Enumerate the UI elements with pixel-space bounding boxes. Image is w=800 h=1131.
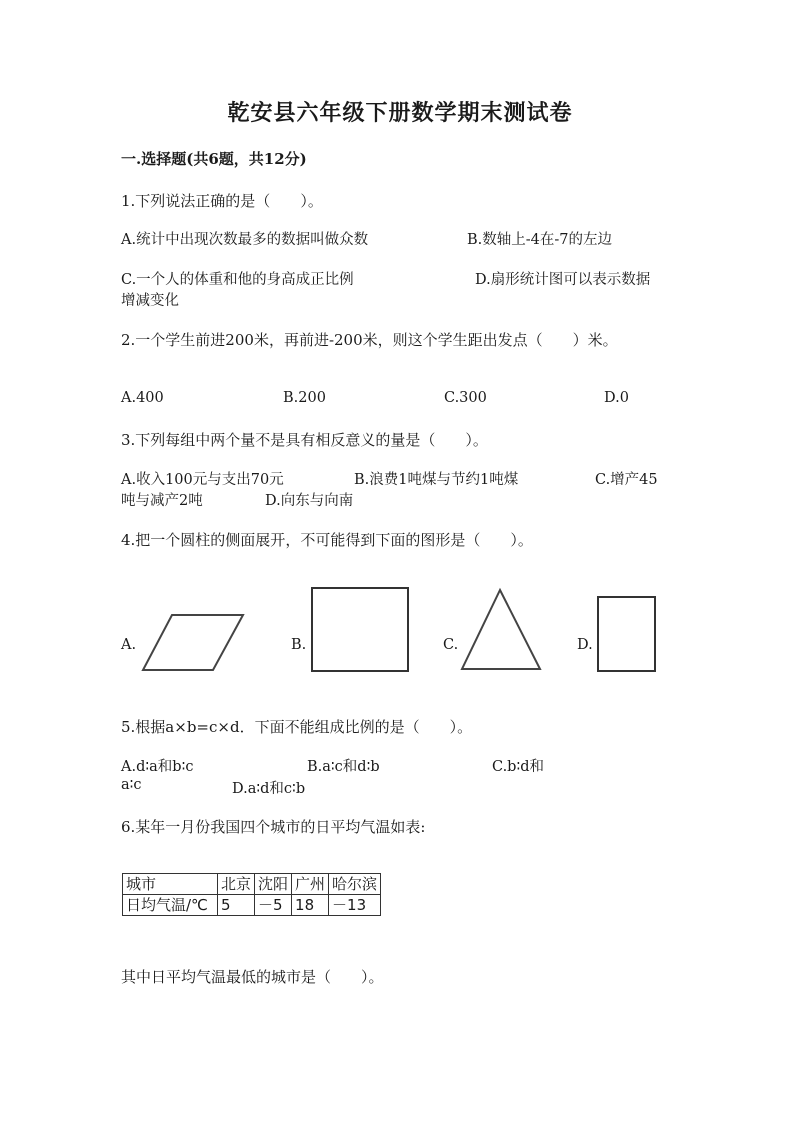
question-3-option-d: D.向东与向南 — [265, 493, 354, 509]
question-1-stem: 1.下列说法正确的是（ ）。 — [121, 192, 323, 210]
parallelogram-shape — [143, 615, 243, 670]
table-cell: 5 — [218, 895, 255, 916]
question-3-stem: 3.下列每组中两个量不是具有相反意义的量是（ ）。 — [121, 431, 488, 449]
table-cell: 北京 — [218, 874, 255, 895]
question-6-follow-up: 其中日平均气温最低的城市是（ ）。 — [121, 968, 384, 986]
question-5-option-c: C.b∶d和 — [492, 759, 545, 775]
question-2-stem: 2.一个学生前进200米，再前进-200米，则这个学生距出发点（ ）米。 — [121, 331, 618, 349]
question-2-option-c: C.300 — [444, 390, 487, 406]
question-4-option-a: A. — [121, 637, 137, 653]
table-cell: 日均气温/℃ — [123, 895, 218, 916]
question-1-option-c: C.一个人的体重和他的身高成正比例 — [121, 272, 354, 288]
question-4-option-d: D. — [577, 637, 593, 653]
question-2-option-d: D.0 — [604, 390, 629, 406]
question-5-option-a: A.d∶a和b∶c — [121, 759, 194, 775]
question-4-option-c: C. — [443, 637, 459, 653]
question-4-stem: 4.把一个圆柱的侧面展开，不可能得到下面的图形是（ ）。 — [121, 531, 533, 549]
table-header-row — [123, 874, 381, 895]
question-5-option-c-continued: a∶c — [121, 777, 142, 793]
table-cell: －13 — [329, 895, 381, 916]
table-cell: －5 — [255, 895, 292, 916]
question-4-option-b: B. — [291, 637, 307, 653]
section-heading: 一.选择题(共6题，共12分) — [121, 150, 307, 168]
question-3-option-b: B.浪费1吨煤与节约1吨煤 — [354, 472, 519, 488]
table-row — [123, 895, 381, 916]
question-1-option-d: D.扇形统计图可以表示数据 — [475, 272, 651, 288]
temperature-table — [122, 873, 381, 916]
question-3-option-c-continued: 吨与减产2吨 — [121, 493, 203, 509]
table-cell: 城市 — [123, 874, 218, 895]
question-5-option-d: D.a∶d和c∶b — [232, 781, 306, 797]
question-1-option-d-continued: 增减变化 — [121, 293, 179, 309]
question-2-option-a: A.400 — [121, 390, 164, 406]
rectangle-shape — [598, 597, 655, 671]
question-1-option-b: B.数轴上-4在-7的左边 — [467, 232, 613, 248]
question-3-option-a: A.收入100元与支出70元 — [121, 472, 284, 488]
question-1-option-a: A.统计中出现次数最多的数据叫做众数 — [121, 232, 369, 248]
table-cell: 哈尔滨 — [329, 874, 381, 895]
question-6-stem: 6.某年一月份我国四个城市的日平均气温如表: — [121, 818, 426, 836]
question-3-option-c: C.增产45 — [595, 472, 658, 488]
square-shape — [312, 588, 408, 671]
page-title: 乾安县六年级下册数学期末测试卷 — [227, 100, 573, 126]
table-cell: 广州 — [292, 874, 329, 895]
question-5-stem: 5.根据a×b=c×d．下面不能组成比例的是（ ）。 — [121, 718, 473, 736]
question-2-option-b: B.200 — [283, 390, 326, 406]
triangle-shape — [462, 590, 540, 669]
table-cell: 18 — [292, 895, 329, 916]
question-5-option-b: B.a∶c和d∶b — [307, 759, 380, 775]
table-cell: 沈阳 — [255, 874, 292, 895]
